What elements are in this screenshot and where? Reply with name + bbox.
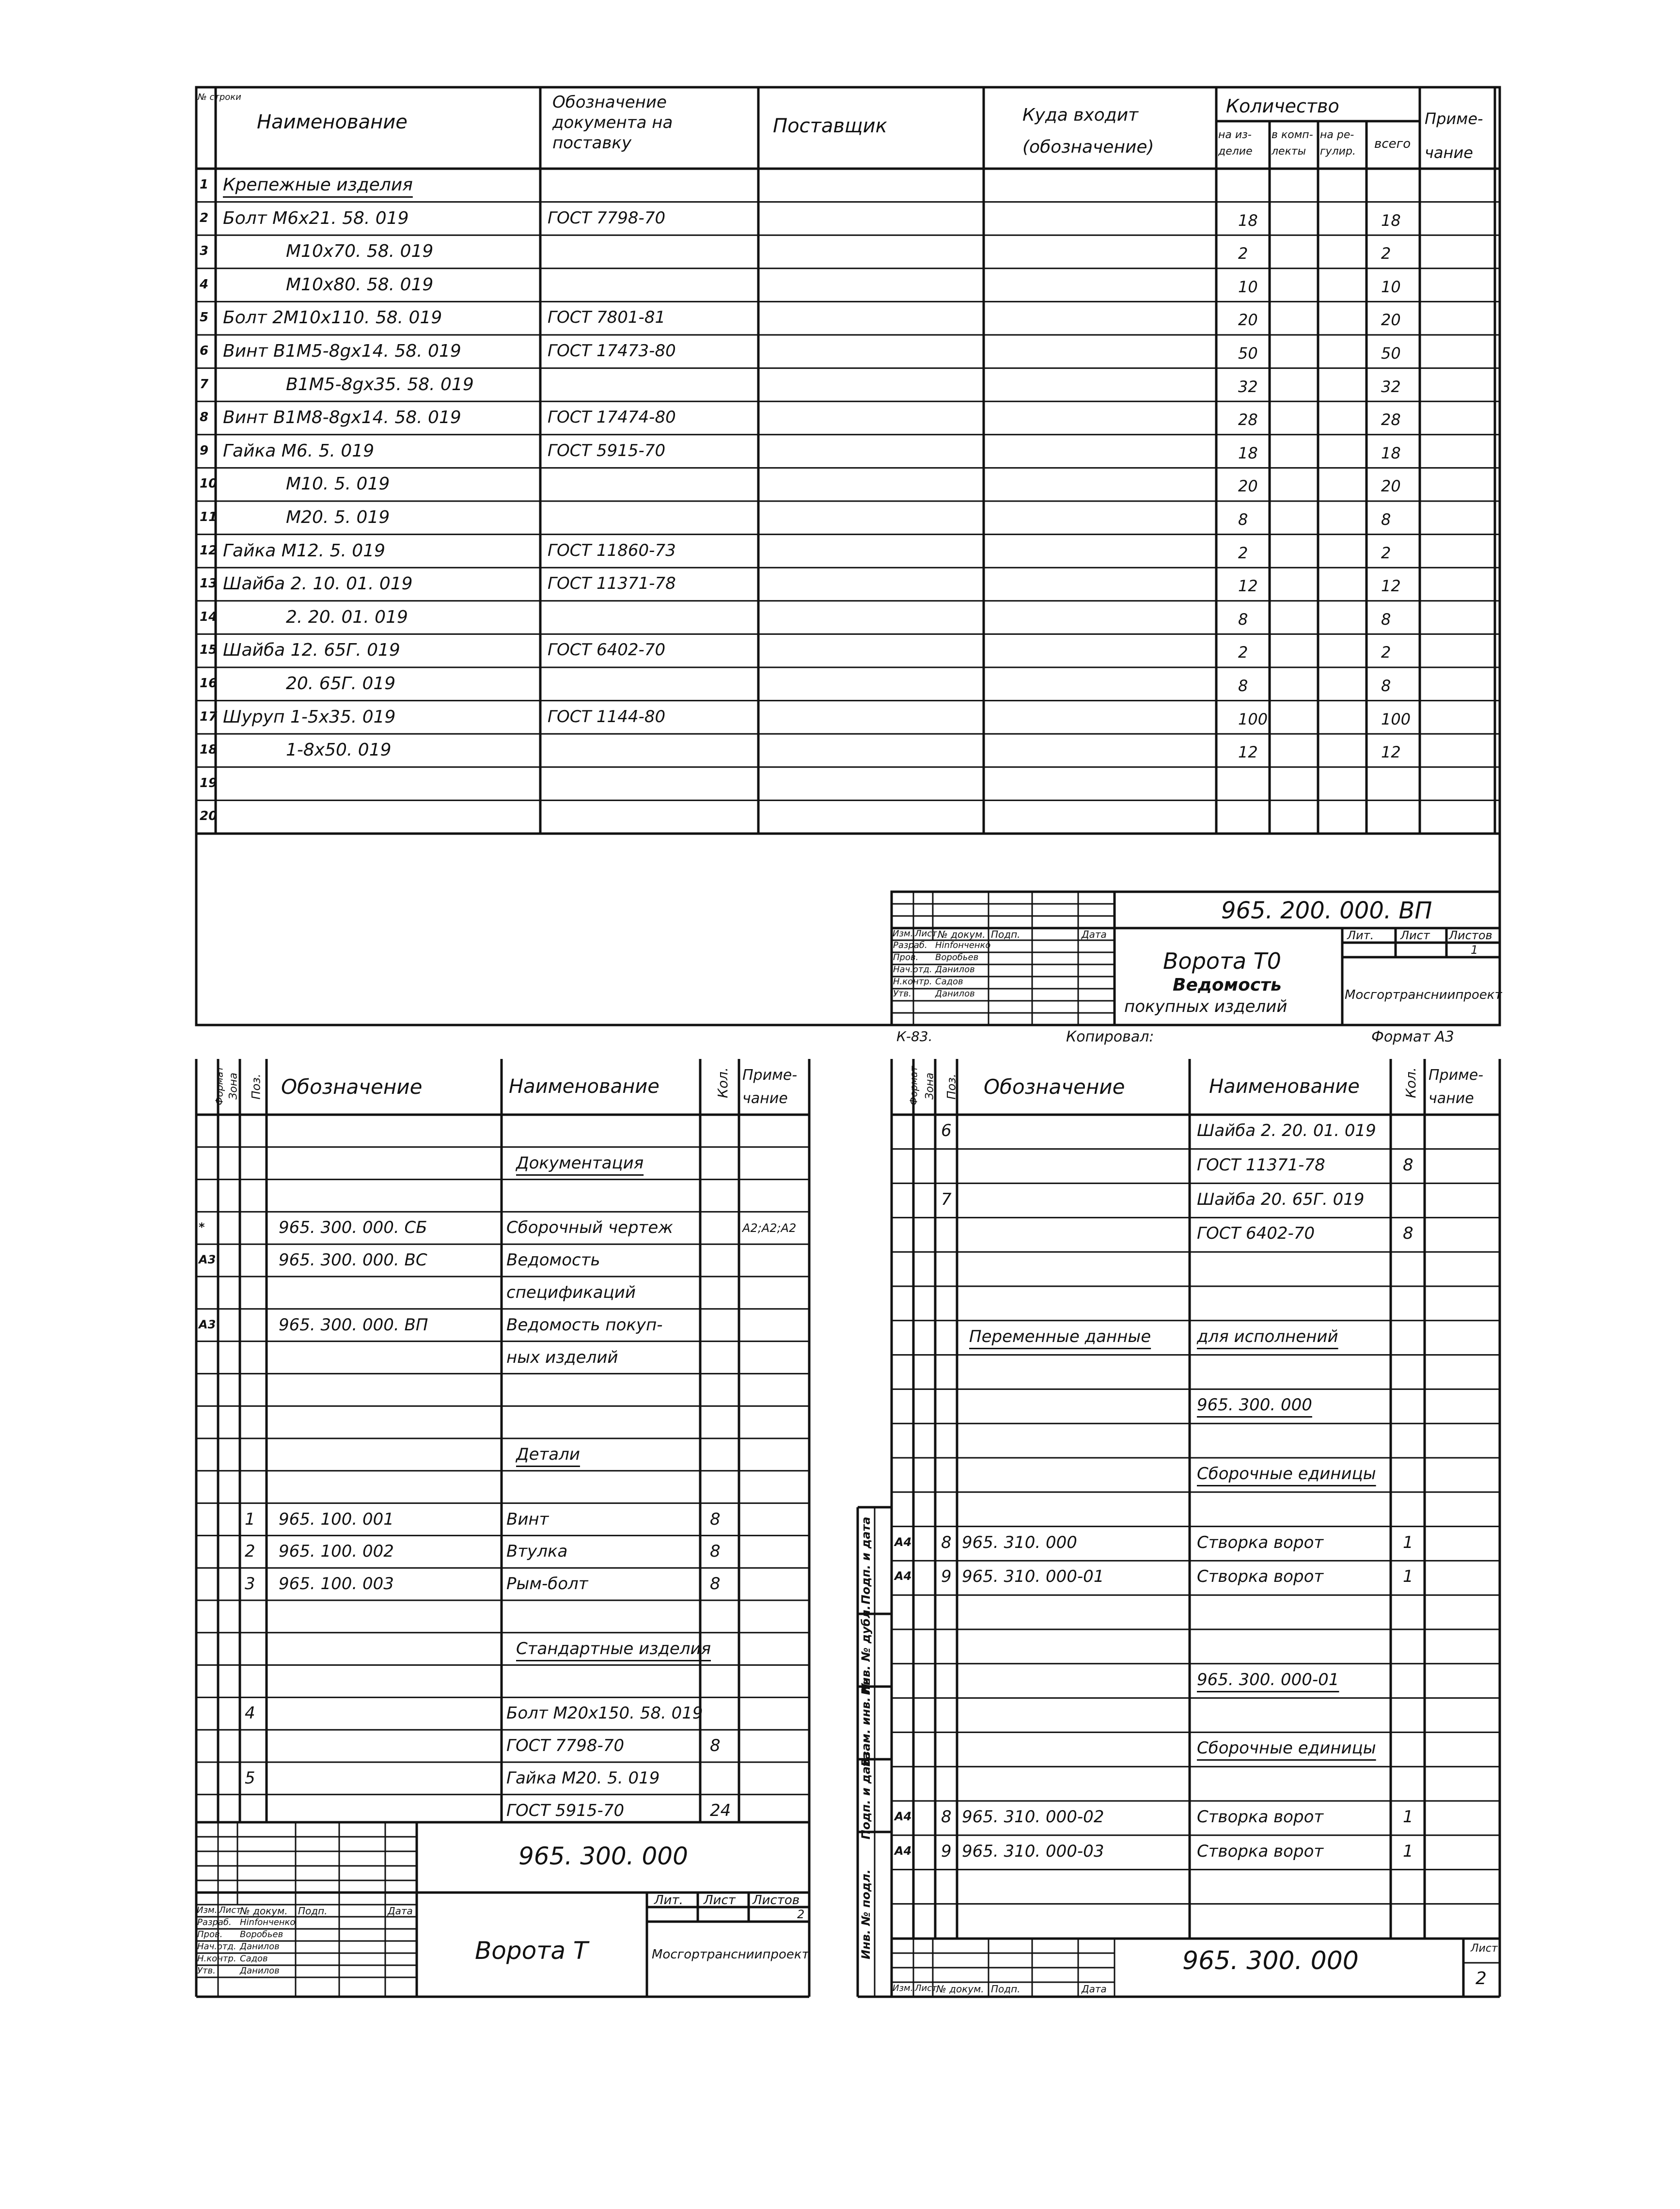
item-name: Крепежные изделия <box>223 175 413 195</box>
s3-header-pos: Поз. <box>944 1073 958 1100</box>
row-number: 13 <box>200 576 218 591</box>
row-number: 10 <box>200 476 218 491</box>
item-total: 8 <box>1381 510 1391 529</box>
item-name: Гайка М12. 5. 019 <box>223 540 386 561</box>
s2-stamp-col-izm: Изм. <box>197 1905 218 1915</box>
stamp-person: Нinfoнченко <box>240 1917 296 1927</box>
spec-name: ГОСТ 5915-70 <box>506 1800 625 1820</box>
stamp-role: Нач.отд. <box>893 964 932 975</box>
s1-stamp-col-date: Дата <box>1082 929 1107 940</box>
row-number: 3 <box>200 244 209 259</box>
item-qty: 20 <box>1238 311 1258 330</box>
spec-name: Сборочный чертеж <box>506 1218 673 1238</box>
s1-stamp-org: Мосгортрансниипроект <box>1345 988 1502 1002</box>
item-doc: ГОСТ 11860-73 <box>548 540 676 560</box>
s3-header-format: Формат <box>908 1066 920 1105</box>
item-total: 20 <box>1381 477 1401 496</box>
item-qty: 2 <box>1238 643 1248 662</box>
spec-qty: 24 <box>710 1800 731 1820</box>
s3-header-note: Приме-чание <box>1429 1067 1484 1107</box>
item-qty: 18 <box>1238 211 1258 230</box>
item-total: 18 <box>1381 211 1401 230</box>
spec-qty: 1 <box>1403 1532 1413 1552</box>
item-total: 100 <box>1381 710 1411 728</box>
s1-stamp-col-list: Лист <box>915 929 937 939</box>
stamp-person: Садов <box>240 1954 268 1964</box>
spec-code: 965. 300. 000. ВС <box>279 1250 427 1270</box>
s1-header-supplier: Поставщик <box>773 115 887 137</box>
row-number: 7 <box>200 377 209 392</box>
spec-pos: 7 <box>941 1189 952 1209</box>
s3-stamp-col-date: Дата <box>1082 1983 1107 1995</box>
spec-qty: 1 <box>1403 1567 1413 1587</box>
s3-stamp-sheet-value: 2 <box>1476 1969 1487 1988</box>
spec-code: 965. 310. 000-02 <box>962 1807 1104 1827</box>
spec-format: А3 <box>199 1253 216 1267</box>
s3-stamp-sheet-label: Лист <box>1471 1942 1498 1955</box>
s2-header-pos: Поз. <box>249 1073 263 1100</box>
s2-stamp-lit: Лит. <box>654 1893 683 1908</box>
spec-format: * <box>199 1220 205 1234</box>
spec-name: Ведомость <box>506 1250 600 1270</box>
stamp-role: Нач.отд. <box>197 1941 236 1952</box>
spec-pos: 1 <box>245 1509 255 1529</box>
s2-header-code: Обозначение <box>281 1075 423 1099</box>
spec-name: Ведомость покуп- <box>506 1315 663 1335</box>
item-total: 32 <box>1381 377 1401 396</box>
s1-header-qty: Количество <box>1226 95 1339 117</box>
item-doc: ГОСТ 5915-70 <box>548 441 666 460</box>
item-qty: 10 <box>1238 277 1258 296</box>
spec-name: Документация <box>516 1153 644 1173</box>
item-total: 2 <box>1381 244 1391 263</box>
s2-stamp-col-sign: Подп. <box>298 1905 328 1917</box>
spec-name: 965. 300. 000 <box>1197 1395 1312 1415</box>
item-doc: ГОСТ 17474-80 <box>548 408 676 427</box>
s3-stamp-col-doc: № докум. <box>936 1983 984 1995</box>
spec-code: 965. 310. 000-03 <box>962 1841 1104 1861</box>
item-name: 20. 65Г. 019 <box>286 674 396 694</box>
row-number: 2 <box>200 210 209 225</box>
spec-code: Переменные данные <box>969 1326 1151 1346</box>
spec-name: Втулка <box>506 1542 568 1562</box>
s2-stamp-org: Мосгортрансниипроект <box>652 1947 809 1962</box>
spec-pos: 9 <box>941 1841 952 1861</box>
s2-stamp-col-list: Лист <box>219 1905 241 1915</box>
row-number: 14 <box>200 609 218 624</box>
item-doc: ГОСТ 1144-80 <box>548 707 666 726</box>
item-name: Шуруп 1-5х35. 019 <box>223 707 396 727</box>
spec-pos: 2 <box>245 1542 255 1562</box>
spec-format: А3 <box>199 1317 216 1331</box>
item-name: Шайба 2. 10. 01. 019 <box>223 574 413 594</box>
spec-name: ГОСТ 6402-70 <box>1197 1224 1315 1244</box>
stamp-person: Воробьев <box>935 952 979 962</box>
item-total: 2 <box>1381 543 1391 562</box>
spec-name: Детали <box>516 1445 580 1464</box>
spec-format: А4 <box>895 1810 912 1823</box>
item-qty: 28 <box>1238 410 1258 429</box>
spec-qty: 1 <box>1403 1841 1413 1861</box>
s1-stamp-col-izm: Изм. <box>893 929 913 939</box>
stamp-person: Данилов <box>935 964 975 975</box>
item-total: 10 <box>1381 277 1401 296</box>
spec-qty: 1 <box>1403 1807 1413 1827</box>
spec-pos: 8 <box>941 1807 952 1827</box>
row-number: 18 <box>200 742 218 757</box>
item-qty: 8 <box>1238 510 1248 529</box>
item-total: 12 <box>1381 577 1401 596</box>
stamp-role: Пров. <box>893 952 919 962</box>
item-doc: ГОСТ 17473-80 <box>548 341 676 361</box>
spec-code: 965. 100. 003 <box>279 1574 394 1594</box>
spec-qty: 8 <box>1403 1155 1413 1175</box>
spec-name: Сборочные единицы <box>1197 1738 1376 1758</box>
stamp-person: Данилов <box>240 1941 280 1952</box>
s3-stamp-col-izm: Изм. <box>893 1983 913 1993</box>
s1-stamp-title3: покупных изделий <box>1124 997 1287 1016</box>
item-qty: 50 <box>1238 344 1258 363</box>
spec-code: 965. 300. 000. ВП <box>279 1315 428 1335</box>
s1-header-rowno: № строки <box>198 92 241 102</box>
item-name: 1-8х50. 019 <box>286 740 392 760</box>
item-name: М10х70. 58. 019 <box>286 241 434 262</box>
item-name: М20. 5. 019 <box>286 507 390 527</box>
s1-header-qty-item: на из-делие <box>1218 129 1253 158</box>
s3-stamp-col-sign: Подп. <box>991 1983 1021 1995</box>
s2-stamp-col-doc: № докум. <box>240 1905 288 1917</box>
item-doc: ГОСТ 7798-70 <box>548 208 666 228</box>
stamp-role: Утв. <box>893 989 911 999</box>
spec-qty: 8 <box>710 1509 721 1529</box>
s1-stamp-sheet: Лист <box>1400 929 1430 942</box>
item-doc: ГОСТ 7801-81 <box>548 308 666 328</box>
item-total: 28 <box>1381 410 1401 429</box>
stamp-person: Данилов <box>935 989 975 999</box>
item-name: М10. 5. 019 <box>286 474 390 494</box>
s1-header-name: Наименование <box>257 111 408 133</box>
s3-stamp-code: 965. 300. 000 <box>1182 1946 1359 1975</box>
item-name: В1М5-8gх35. 58. 019 <box>286 374 474 394</box>
spec-format: А4 <box>895 1844 912 1858</box>
item-total: 2 <box>1381 643 1391 662</box>
row-number: 16 <box>200 676 218 691</box>
s1-header-qty-repair: на ре-гулир. <box>1320 129 1356 158</box>
s3-header-name: Наименование <box>1209 1075 1360 1098</box>
s2-header-zone: Зона <box>227 1073 240 1100</box>
spec-name: Болт М20х150. 58. 019 <box>506 1704 703 1723</box>
s1-header-doc: Обозначение документа на поставку <box>552 93 673 153</box>
spec-name: ных изделий <box>506 1347 618 1367</box>
spec-qty: 8 <box>710 1736 721 1756</box>
row-number: 9 <box>200 443 209 458</box>
spec-code: 965. 300. 000. СБ <box>279 1218 427 1238</box>
s2-stamp-sheet: Лист <box>704 1893 736 1908</box>
spec-name: Створка ворот <box>1197 1532 1324 1552</box>
spec-name: для исполнений <box>1197 1326 1338 1346</box>
spec-name: 965. 300. 000-01 <box>1197 1670 1339 1689</box>
s1-format: Формат А3 <box>1371 1028 1454 1045</box>
item-name: Болт 2М10х110. 58. 019 <box>223 308 442 328</box>
row-number: 19 <box>200 775 218 790</box>
item-name: Винт В1М5-8gх14. 58. 019 <box>223 341 461 361</box>
item-qty: 32 <box>1238 377 1258 396</box>
item-name: 2. 20. 01. 019 <box>286 607 408 627</box>
s1-copied: Копировал: <box>1066 1028 1154 1045</box>
s1-header-where: Куда входит (обозначение) <box>1022 105 1154 157</box>
row-number: 15 <box>200 643 218 658</box>
s1-stamp-sheets-value: 1 <box>1471 943 1478 957</box>
item-name: Шайба 12. 65Г. 019 <box>223 640 400 661</box>
s2-header-note: Приме-чание <box>742 1067 798 1107</box>
item-qty: 8 <box>1238 610 1248 629</box>
s1-stamp-col-doc: № докум. <box>938 929 986 940</box>
s1-stamp-code: 965. 200. 000. ВП <box>1221 897 1432 924</box>
item-total: 20 <box>1381 311 1401 330</box>
spec-name: Створка ворот <box>1197 1567 1324 1587</box>
spec-name: Створка ворот <box>1197 1807 1324 1827</box>
spec-name: Шайба 20. 65Г. 019 <box>1197 1189 1365 1209</box>
row-number: 6 <box>200 344 209 358</box>
s2-stamp-sheets: Листов <box>753 1893 800 1908</box>
spec-code: 965. 100. 002 <box>279 1542 394 1562</box>
item-name: М10х80. 58. 019 <box>286 274 434 295</box>
item-total: 50 <box>1381 344 1401 363</box>
spec-name: Гайка М20. 5. 019 <box>506 1768 660 1788</box>
spec-format: А4 <box>895 1569 912 1583</box>
stamp-person: Данилов <box>240 1966 280 1976</box>
item-qty: 2 <box>1238 244 1248 263</box>
s2-header-name: Наименование <box>509 1075 659 1098</box>
row-number: 11 <box>200 510 218 524</box>
item-qty: 2 <box>1238 543 1248 562</box>
spec-pos: 3 <box>245 1574 255 1594</box>
s1-stamp-title2: Ведомость <box>1173 975 1282 995</box>
spec-pos: 6 <box>941 1121 952 1140</box>
spec-pos: 9 <box>941 1567 952 1587</box>
binding-label: Подп. и дата <box>859 1516 873 1605</box>
stamp-person: Садов <box>935 977 963 987</box>
s1-stamp-title1: Ворота Т0 <box>1163 948 1282 974</box>
item-total: 18 <box>1381 443 1401 462</box>
stamp-role: Разраб. <box>893 940 927 950</box>
spec-name: спецификаций <box>506 1283 636 1302</box>
s3-header-qty: Кол. <box>1402 1067 1419 1098</box>
spec-code: 965. 310. 000-01 <box>962 1567 1104 1587</box>
spec-code: 965. 100. 001 <box>279 1509 394 1529</box>
s2-stamp-title: Ворота Т <box>475 1937 588 1965</box>
row-number: 20 <box>200 809 218 824</box>
stamp-role: Пров. <box>197 1929 223 1940</box>
item-qty: 100 <box>1238 710 1268 728</box>
item-doc: ГОСТ 6402-70 <box>548 640 666 660</box>
spec-qty: 8 <box>710 1542 721 1562</box>
s1-bottom-left: К-83. <box>896 1028 933 1044</box>
spec-name: Сборочные единицы <box>1197 1464 1376 1483</box>
spec-name: Створка ворот <box>1197 1841 1324 1861</box>
binding-label: Взам. инв. № <box>859 1679 873 1767</box>
s1-stamp-col-sign: Подп. <box>991 929 1021 940</box>
spec-pos: 4 <box>245 1704 255 1723</box>
s3-stamp-col-list: Лист <box>915 1983 937 1993</box>
stamp-role: Утв. <box>197 1966 216 1976</box>
s1-header-qty-total: всего <box>1374 137 1411 151</box>
s2-header-qty: Кол. <box>714 1067 731 1098</box>
spec-name: Винт <box>506 1509 549 1529</box>
stamp-role: Н.контр. <box>197 1954 236 1964</box>
row-number: 1 <box>200 177 209 192</box>
binding-label: Подп. и дата <box>859 1751 873 1840</box>
s1-stamp-sheets: Листов <box>1449 929 1492 942</box>
item-total: 12 <box>1381 743 1401 762</box>
stamp-role: Н.контр. <box>893 977 932 987</box>
spec-pos: 5 <box>245 1768 255 1788</box>
spec-note: А2;А2;А2 <box>742 1221 797 1235</box>
item-total: 8 <box>1381 610 1391 629</box>
stamp-person: Воробьев <box>240 1929 283 1940</box>
row-number: 8 <box>200 410 209 425</box>
spec-pos: 8 <box>941 1532 952 1552</box>
stamp-person: Нinfoнченко <box>935 940 991 950</box>
item-qty: 18 <box>1238 443 1258 462</box>
item-qty: 20 <box>1238 477 1258 496</box>
row-number: 4 <box>200 277 209 292</box>
s3-header-code: Обозначение <box>984 1075 1125 1099</box>
spec-name: Рым-болт <box>506 1574 588 1594</box>
s2-stamp-col-date: Дата <box>388 1905 413 1917</box>
spec-name: Шайба 2. 20. 01. 019 <box>1197 1121 1376 1140</box>
spec-code: 965. 310. 000 <box>962 1532 1077 1552</box>
item-total: 8 <box>1381 677 1391 695</box>
row-number: 17 <box>200 709 218 724</box>
spec-name: ГОСТ 7798-70 <box>506 1736 625 1756</box>
s3-header-zone: Зона <box>924 1073 936 1100</box>
s2-header-format: Формат <box>213 1066 225 1105</box>
row-number: 12 <box>200 543 218 558</box>
spec-name: ГОСТ 11371-78 <box>1197 1155 1325 1175</box>
item-qty: 12 <box>1238 743 1258 762</box>
item-qty: 12 <box>1238 577 1258 596</box>
s2-stamp-sheets-value: 2 <box>797 1908 805 1921</box>
binding-label: Инв. № дубл. <box>859 1605 873 1695</box>
spec-format: А4 <box>895 1535 912 1549</box>
row-number: 5 <box>200 310 209 325</box>
s2-stamp-code: 965. 300. 000 <box>518 1842 688 1870</box>
item-name: Болт М6х21. 58. 019 <box>223 208 409 228</box>
s1-header-qty-sets: в комп-лекты <box>1272 129 1313 158</box>
s1-stamp-lit: Лит. <box>1347 929 1374 942</box>
item-qty: 8 <box>1238 677 1248 695</box>
spec-qty: 8 <box>1403 1224 1413 1244</box>
binding-label: Инв. № подл. <box>859 1869 873 1959</box>
item-doc: ГОСТ 11371-78 <box>548 574 676 594</box>
spec-qty: 8 <box>710 1574 721 1594</box>
stamp-role: Разраб. <box>197 1917 232 1927</box>
item-name: Винт В1М8-8gх14. 58. 019 <box>223 408 461 428</box>
s1-header-note: Приме-чание <box>1425 110 1483 162</box>
spec-name: Стандартные изделия <box>516 1639 711 1658</box>
item-name: Гайка М6. 5. 019 <box>223 441 375 461</box>
